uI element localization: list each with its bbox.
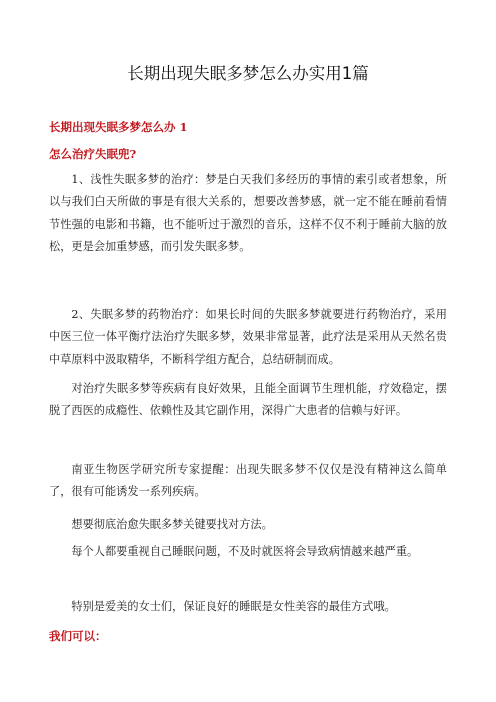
- paragraph-7: 特别是爱美的女士们，保证良好的睡眠是女性美容的最佳方式哦。: [71, 600, 396, 613]
- paragraph-4: 南亚生物医学研究所专家提醒：出现失眠多梦不仅仅是没有精神这么简单了，很有可能诱发一系列疾病。: [49, 463, 447, 499]
- paragraph-2: 2、失眠多梦的药物治疗：如果长时间的失眠多梦就要进行药物治疗，采用中医三位一体平衡疗法治疗失眠多梦，效果非常显著，此疗法是采用从天然名贵中草原料中汲取精华，不断科学组方配合，总结研制而成。: [49, 308, 447, 366]
- paragraph-6: 每个人都要重视自己睡眠问题，不及时就医将会导致病情越来越严重。: [71, 545, 419, 558]
- paragraph-3: 对治疗失眠多梦等疾病有良好效果，且能全面调节生理机能，疗效稳定，摆脱了西医的成瘾性、依赖性及其它副作用，深得广大患者的信赖与好评。: [49, 382, 447, 418]
- question-heading: 怎么治疗失眠兜?: [49, 147, 137, 161]
- paragraph-1: 1、浅性失眠多梦的治疗：梦是白天我们多经历的事情的索引或者想象，所以与我们白天所做的事是有很大关系的，想要改善梦感，就一定不能在睡前看情节性强的电影和书籍，也不能听过于激烈的音乐，这样不仅不利于睡前大脑的放松，更是会加重梦感，而引发失眠多梦。: [49, 173, 447, 253]
- section-heading: 长期出现失眠多梦怎么办 1: [49, 120, 188, 134]
- paragraph-5: 想要彻底治愈失眠多梦关键要找对方法。: [71, 518, 273, 531]
- closing-heading: 我们可以：: [49, 629, 107, 643]
- document-title: 长期出现失眠多梦怎么办实用1篇: [127, 64, 369, 83]
